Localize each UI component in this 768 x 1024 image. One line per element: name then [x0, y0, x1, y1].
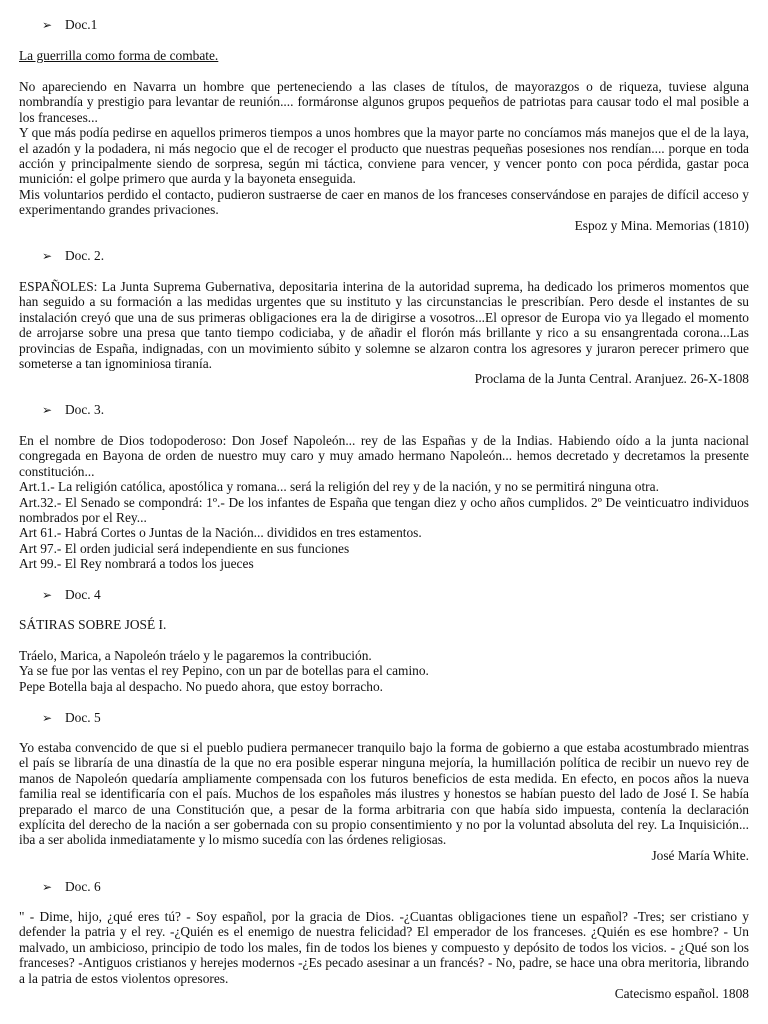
arrow-bullet-icon: ➢: [42, 18, 53, 32]
doc1-header: [42, 17, 97, 33]
doc2-body: [19, 279, 749, 387]
arrow-bullet-icon: ➢: [42, 711, 53, 725]
arrow-bullet-icon: ➢: [42, 249, 53, 263]
doc1-body: [19, 79, 749, 233]
doc1-title: La guerrilla como forma de combate.: [19, 48, 219, 63]
doc3-intro: En el nombre de Dios todopoderoso: Don Josef Napoleón... rey de las Españas y de la Indias. Habiendo oído a la junta nacional congregada en Bayona de orden de nuestro muy caro y muy amado hermano Napoleón... hemos decretado y decretamos la presente constitución...: [19, 433, 749, 479]
doc5-label: Doc. 5: [65, 710, 101, 725]
doc1-paragraph: Mis voluntarios perdido el contacto, pudieron sustraerse de caer en manos de los franceses conservándose en parajes de difícil acceso y experimentando grandes privaciones.: [19, 186, 749, 218]
doc3-body: [19, 433, 749, 572]
doc5-header: [42, 710, 101, 726]
doc3-article: Art 97.- El orden judicial será independiente en sus funciones: [19, 540, 350, 556]
doc1-paragraph: No apareciendo en Navarra un hombre que perteneciendo a las clases de títulos, de mayorazgos o de riqueza, tuviese alguna nombrandía y prestigio para levantar de reunión.... formáronse algunos grupos pequeños de patriotas para causar todo el mal posible a los franceses...: [19, 79, 749, 125]
doc2-header: [42, 248, 104, 264]
doc5-paragraph: Yo estaba convencido de que si el pueblo pudiera permanecer tranquilo bajo la forma de gobierno a que estaba acostumbrado mientras el país se libraría de una dinastía de la que no era posible esperar ninguna mejoría, la humillación política de recibir un nuevo rey de manos de Napoleón quedaría ampliamente compensada con los futuros beneficios de esta medida. En efecto, en pocos años la nueva familia real se identificaría con el país. Muchos de los españoles más ilustres y honestos se habían puesto del lado de José I. Se había preparado el marco de una Constitución que, a pesar de la forma arbitraria con que había sido impuesta, contenía la declaración explícita del derecho de la nación a ser gobernada con su propio consentimiento y no por la voluntad absoluta del rey. La Inquisición... iba a ser abolida inmediatamente y lo mismo sucedía con las órdenes religiosas.: [19, 740, 749, 848]
doc5-source: José María White.: [651, 847, 749, 863]
doc2-source: Proclama de la Junta Central. Aranjuez. 26-X-1808: [474, 371, 749, 387]
doc1-paragraph: Y que más podía pedirse en aquellos primeros tiempos a unos hombres que la mayor parte no concíamos más manejos que el de la laya, el azadón y la podadera, ni más negocio que el de recoger el producto que nuestras pequeñas posesiones nos rendían.... porque en toda acción y principalmente siendo de sorpresa, según mi táctica, conviene para vencer, y vencer ponto con poca pérdida, gastar poca munición: el golpe primero que aurda y la bayoneta enseguida.: [19, 125, 749, 187]
doc4-title: SÁTIRAS SOBRE JOSÉ I.: [19, 617, 167, 632]
doc1-label: Doc.1: [65, 17, 98, 32]
doc4-body: [19, 648, 749, 694]
doc6-paragraph: " - Dime, hijo, ¿qué eres tú? - Soy español, por la gracia de Dios. -¿Cuantas obligaciones tiene un español? -Tres; ser cristiano y defender la patria y el rey. -¿Quién es el enemigo de nuestra felicidad? El emperador de los franceses. ¿Quién es ese hombre? - Un malvado, un ambicioso, principio de todo los males, fin de todos los bienes y compuesto y depósito de todos los vicios. - ¿Qué son los franceses? -Antiguos cristianos y herejes modernos -¿Es pecado asesinar a un francés? - No, padre, se hace una obra meritoria, librando a la patria de estos violentos opresores.: [19, 909, 749, 986]
doc2-paragraph: ESPAÑOLES: La Junta Suprema Gubernativa, depositaria interina de la autoridad suprema, ha dedicado los primeros momentos que han seguido a su formación a las medidas urgentes que su instituto y las circunstancias le prescribían. Pero desde el instantes de su instalación creyó que una de sus primeras obligaciones era la de dirigirse a vosotros...El opresor de Europa vio ya llegado el momento de arrojarse sobre una presa que tanto tiempo codiciaba, y de añadir el florón más brillante y rico a su ensangrentada corona...Las provincias de España, indignadas, con un movimiento súbito y solemne se alzaron contra los agresores y juraron perecer primero que someterse a tan ignominiosa tiranía.: [19, 279, 749, 372]
doc3-article: Art.32.- El Senado se compondrá: 1º.- De los infantes de España que tengan diez y ocho años cumplidos. 2º De veinticuatro individuos nombrados por el Rey...: [19, 494, 749, 526]
doc6-label: Doc. 6: [65, 879, 101, 894]
doc3-article: Art 61.- Habrá Cortes o Juntas de la Nación... divididos en tres estamentos.: [19, 525, 422, 541]
doc3-header: [42, 402, 104, 418]
doc4-verse: Pepe Botella baja al despacho. No puedo ahora, que estoy borracho.: [19, 678, 384, 694]
doc3-article: Art 99.- El Rey nombrará a todos los jueces: [19, 556, 254, 572]
doc3-label: Doc. 3.: [65, 402, 105, 417]
doc1-source: Espoz y Mina. Memorias (1810): [574, 217, 749, 233]
doc4-header: [42, 587, 101, 603]
arrow-bullet-icon: ➢: [42, 880, 53, 894]
doc6-source: Catecismo español. 1808: [614, 986, 749, 1002]
doc2-label: Doc. 2.: [65, 248, 105, 263]
doc4-verse: Ya se fue por las ventas el rey Pepino, con un par de botellas para el camino.: [19, 663, 429, 679]
doc6-header: [42, 879, 101, 895]
arrow-bullet-icon: ➢: [42, 403, 53, 417]
doc1-title-block: [19, 48, 749, 63]
doc4-title-block: [19, 617, 749, 632]
doc5-body: [19, 740, 749, 863]
arrow-bullet-icon: ➢: [42, 588, 53, 602]
doc6-body: [19, 909, 749, 1001]
doc4-verse: Tráelo, Marica, a Napoleón tráelo y le pagaremos la contribución.: [19, 648, 372, 663]
doc3-article: Art.1.- La religión católica, apostólica y romana... será la religión del rey y de la nación, y no se permitirá ninguna otra.: [19, 479, 659, 495]
doc4-label: Doc. 4: [65, 587, 101, 602]
